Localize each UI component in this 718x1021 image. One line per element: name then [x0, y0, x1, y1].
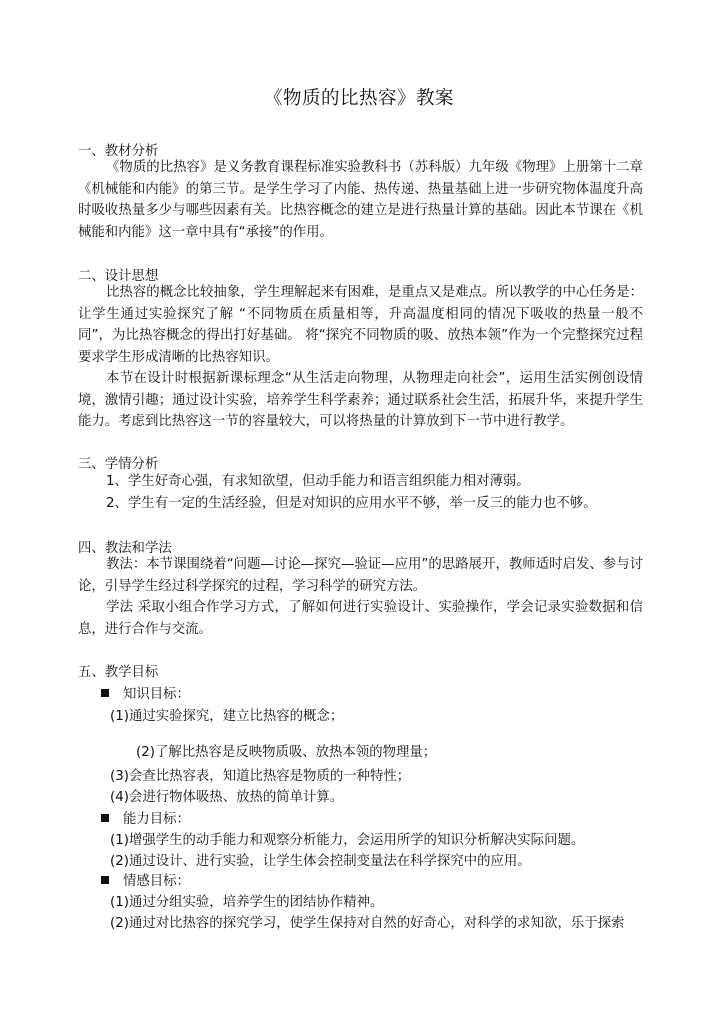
paragraph-teaching-method: 教法：本节课围绕着“问题—讨论—探究—验证—应用”的思路展开，教师适时启发、参与讨论，引导学生经过科学探究的过程，学习科学的研究方法。 [78, 557, 643, 594]
list-item: (2)了解比热容是反映物质吸、放热本领的物理量； [136, 745, 437, 760]
square-bullet-icon [101, 876, 109, 884]
list-item: (2)通过对比热容的探究学习，使学生保持对自然的好奇心，对科学的求知欲，乐于探索 [110, 916, 625, 931]
list-item: (1)通过实验探究，建立比热容的概念； [110, 709, 344, 724]
square-bullet-icon [101, 814, 109, 822]
bullet-knowledge-goals [101, 683, 190, 702]
bullet-emotion-goals [101, 870, 190, 889]
paragraph-design-idea-2: 本节在设计时根据新课标理念“从生活走向物理，从物理走向社会”，运用生活实例创设情境，激情引趣；通过设计实验，培养学生科学素养；通过联系社会生活，拓展升华，来提升学生能力。考虑到比热容这一节的容量较大，可以将热量的计算放到下一节中进行教学。 [78, 371, 643, 430]
list-item: (1)通过分组实验，培养学生的团结协作精神。 [110, 895, 384, 910]
paragraph-textbook-analysis: 《物质的比热容》是义务教育课程标准实验教科书（苏科版）九年级《物理》上册第十二章《机械能和内能》的第三节。是学生学习了内能、热传递、热量基础上进一步研究物体温度升高时吸收热量多少与哪些因素有关。比热容概念的建立是进行热量计算的基础。因此本节课在《机械能和内能》这一章中具有“承接”的作用。 [78, 160, 643, 240]
section-heading-student-analysis: 三、学情分析 [78, 457, 159, 472]
bullet-label: 能力目标： [123, 812, 190, 827]
paragraph-learning-method: 学法 采取小组合作学习方式，了解如何进行实验设计、实验操作，学会记录实验数据和信息，进行合作与交流。 [78, 600, 643, 637]
section-heading-objectives: 五、教学目标 [78, 665, 159, 680]
square-bullet-icon [101, 689, 109, 697]
list-item: 1、学生好奇心强，有求知欲望，但动手能力和语言组织能力相对薄弱。 [106, 474, 530, 489]
list-item: (1)增强学生的动手能力和观察分析能力，会运用所学的知识分析解决实际问题。 [110, 833, 585, 848]
document-title: 《物质的比热容》教案 [263, 88, 454, 109]
bullet-label: 情感目标： [123, 874, 190, 889]
list-item: 2、学生有一定的生活经验，但是对知识的应用水平不够，举一反三的能力也不够。 [106, 496, 597, 511]
list-item: (2)通过设计、进行实验，让学生体会控制变量法在科学探究中的应用。 [110, 854, 531, 869]
section-heading-methods: 四、教法和学法 [78, 541, 172, 556]
bullet-ability-goals [101, 808, 190, 827]
section-heading-textbook-analysis: 一、教材分析 [78, 144, 159, 159]
bullet-label: 知识目标： [123, 687, 190, 702]
paragraph-design-idea-1: 比热容的概念比较抽象，学生理解起来有困难，是重点又是难点。所以教学的中心任务是：让学生通过实验探究了解 “不同物质在质量相等，升高温度相同的情况下吸收的热量一般不同”，为比热容概念的得出打好基础。 将“探究不同物质的吸、放热本领”作为一个完整探究过程要求学生形成清晰的比热容知识。 [78, 285, 643, 365]
section-heading-design-idea: 二、设计思想 [78, 269, 159, 284]
list-item: (4)会进行物体吸热、放热的简单计算。 [110, 790, 344, 805]
list-item: (3)会查比热容表，知道比热容是物质的一种特性； [110, 769, 411, 784]
